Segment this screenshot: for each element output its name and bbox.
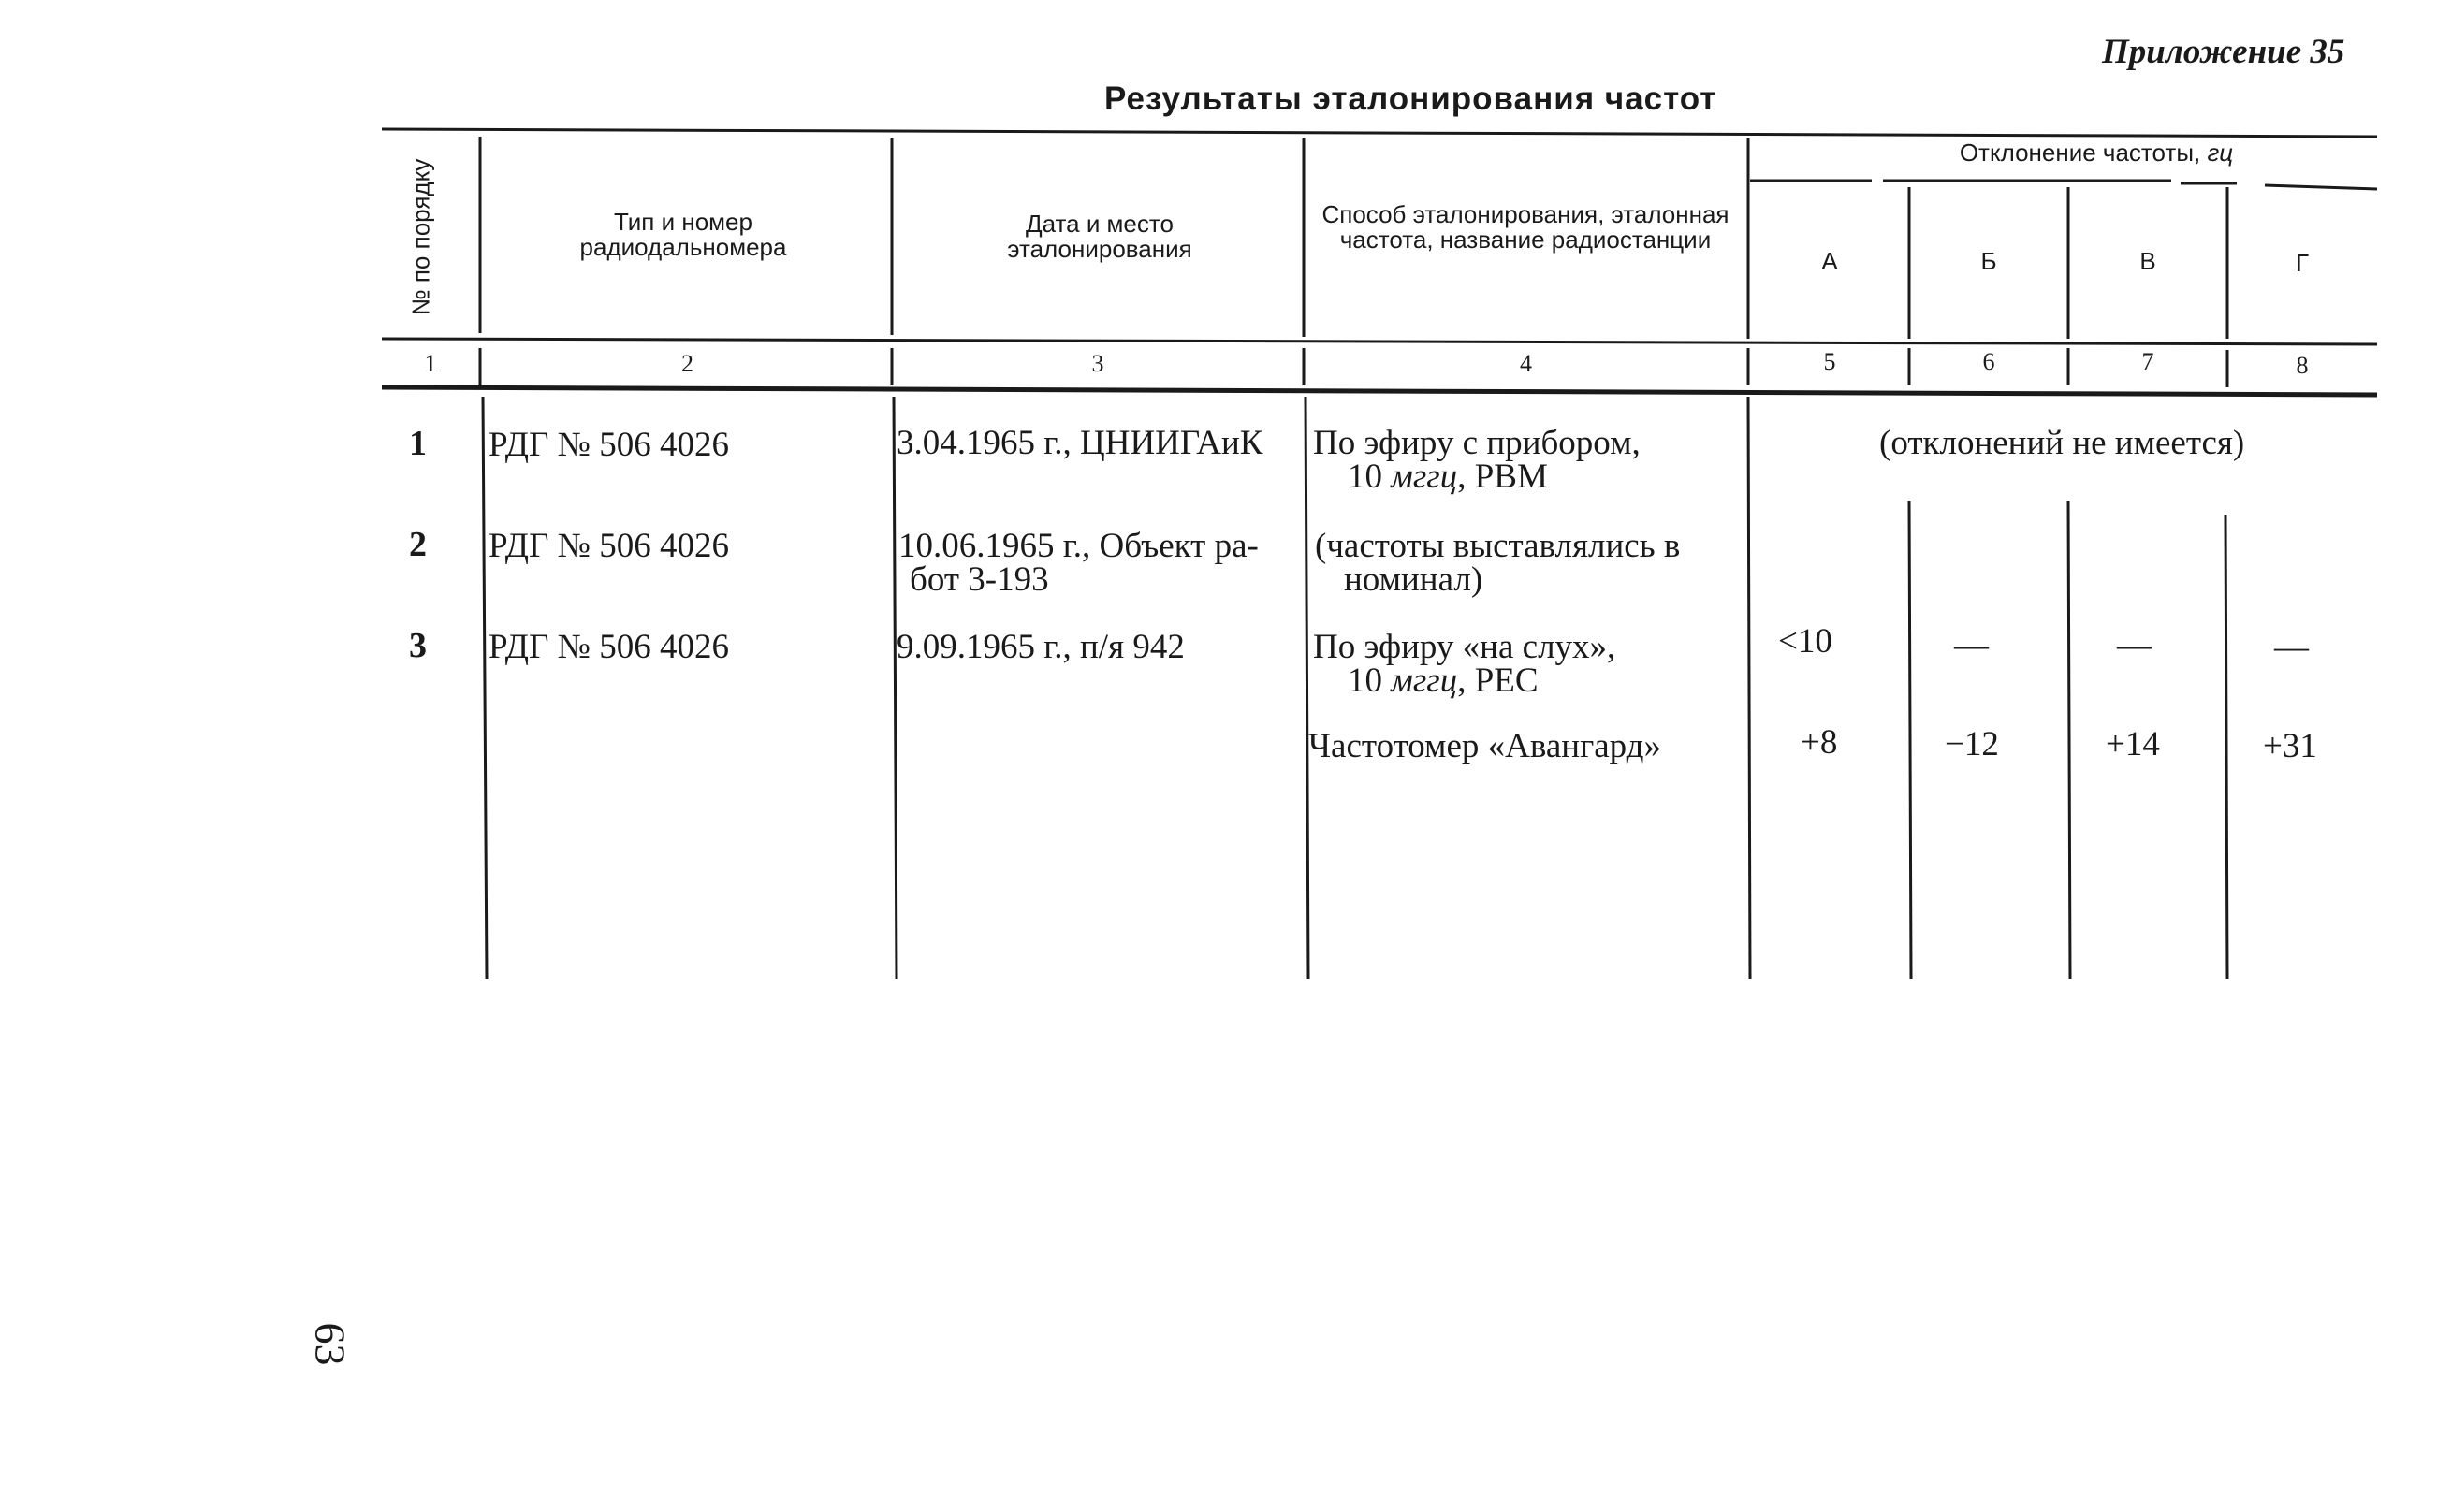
row-4-method: Частотомер «Авангард» (1308, 727, 1662, 765)
table-title: Результаты эталонирования частот (1104, 80, 1717, 117)
row-4-deviation-v: +14 (2106, 725, 2160, 763)
appendix-label: Приложение 35 (2102, 33, 2345, 71)
column-number-1: 1 (424, 350, 437, 377)
header-deviation (1909, 140, 2284, 166)
row-2-method-line2: номинал) (1344, 560, 1483, 599)
header-deviation-unit: гц (2207, 138, 2234, 167)
row-1-method-unit: мггц (1391, 458, 1458, 496)
row-3-number: 3 (409, 626, 427, 665)
column-number-8: 8 (2296, 352, 2309, 379)
row-3-method-line2 (1348, 664, 1539, 698)
row-3-deviation-a: <10 (1778, 622, 1832, 661)
row-1-method-freq: 10 (1348, 458, 1392, 496)
page-number: 63 (306, 1322, 355, 1366)
column-number-4: 4 (1520, 350, 1532, 377)
row-1-number: 1 (409, 424, 427, 463)
row-3-method-line1: По эфиру «на слух», (1313, 628, 1616, 666)
header-deviation-text: Отклонение частоты, (1959, 138, 2208, 167)
column-number-2: 2 (681, 350, 693, 377)
column-number-6: 6 (1982, 348, 1995, 375)
row-3-date-place: 9.09.1965 г., п/я 942 (897, 628, 1185, 666)
header-col-v: В (2139, 247, 2156, 275)
row-3-deviation-v: — (2117, 626, 2152, 664)
row-4-deviation-a: +8 (1801, 723, 1838, 762)
row-3-method-freq: 10 (1348, 662, 1392, 700)
column-number-3: 3 (1091, 350, 1104, 377)
row-2-date-place-line2: бот 3-193 (910, 560, 1049, 599)
column-number-7: 7 (2141, 348, 2154, 375)
row-2-number: 2 (409, 525, 427, 564)
header-device: Тип и номер радиодальномера (579, 208, 787, 261)
column-number-5: 5 (1823, 348, 1836, 375)
row-3-method-station: , РЕС (1457, 662, 1539, 700)
row-4-deviation-g: +31 (2263, 727, 2317, 765)
row-3-deviation-g: — (2274, 628, 2309, 666)
row-2-device: РДГ № 506 4026 (489, 527, 729, 565)
row-1-method-line1: По эфиру с прибором, (1313, 424, 1641, 462)
row-1-device: РДГ № 506 4026 (489, 426, 729, 464)
header-number: № по порядку (406, 158, 435, 316)
row-4-deviation-b: −12 (1945, 725, 1999, 763)
row-3-method-unit: мггц (1391, 662, 1458, 700)
row-1-method-line2 (1348, 460, 1548, 494)
row-3-deviation-b: — (1954, 626, 1989, 664)
row-2-date-place-line1: 10.06.1965 г., Объект ра- (898, 527, 1259, 565)
row-2-method-line1: (частоты выставлялись в (1315, 527, 1681, 565)
row-1-date-place: 3.04.1965 г., ЦНИИГАиК (897, 424, 1263, 462)
row-1-note: (отклонений не имеется) (1879, 424, 2245, 462)
row-1-method-station: , РВМ (1457, 458, 1548, 496)
header-method: Способ эталонирования, эталонная частота, название радиостанции (1321, 200, 1729, 254)
row-3-device: РДГ № 506 4026 (489, 628, 729, 666)
header-col-g: Г (2295, 249, 2310, 277)
header-col-b: Б (1980, 247, 1997, 275)
header-col-a: А (1821, 247, 1838, 275)
header-date-place: Дата и место эталонирования (1007, 210, 1192, 263)
